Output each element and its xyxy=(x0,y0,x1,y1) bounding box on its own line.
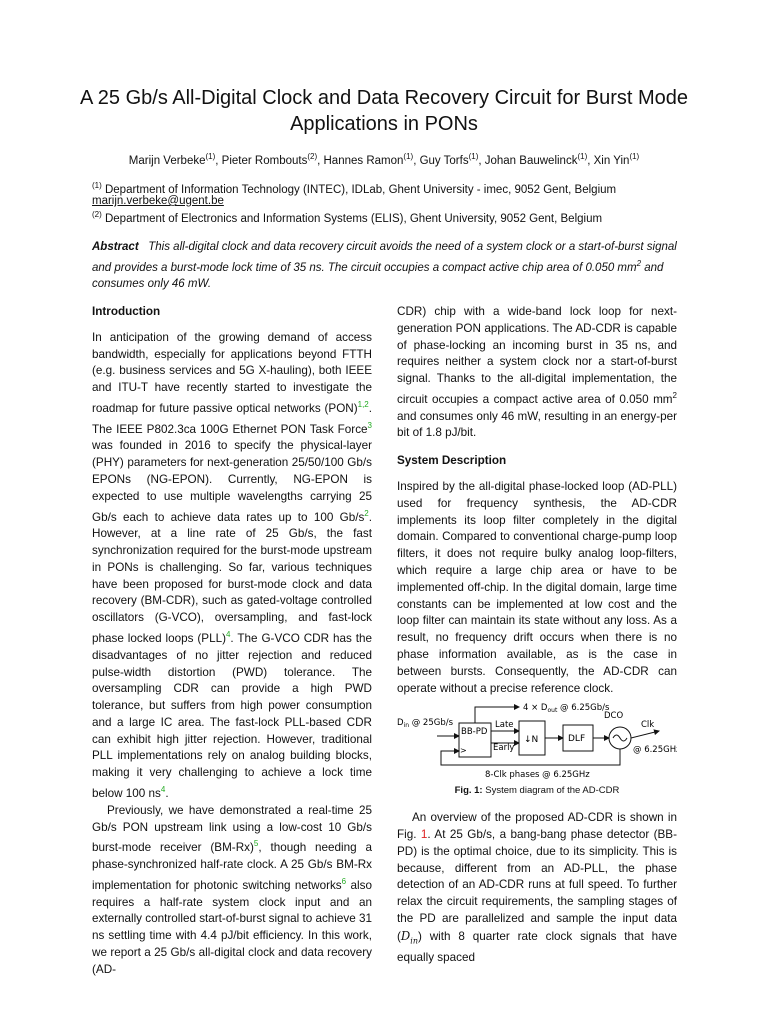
clock-label: Clk xyxy=(641,720,655,731)
text-run: , though needing a phase-synchronized half-rate clock. A 25 Gb/s BM-Rx implementation for photonic switching networks xyxy=(92,841,372,892)
math-d: D xyxy=(400,928,411,943)
affiliation-text: Department of Electronics and Information Systems (ELIS), Ghent University, 9052 Gent, Belgium xyxy=(104,212,603,225)
section-heading-introduction: Introduction xyxy=(92,305,161,318)
clock-input-symbol: > xyxy=(460,746,467,756)
citation[interactable]: 2 xyxy=(364,508,369,518)
system-diagram xyxy=(397,701,677,781)
author-mark: (1) xyxy=(205,152,216,161)
author: Pieter Rombouts xyxy=(221,154,308,167)
late-label: Late xyxy=(495,720,514,731)
intro-paragraph-2 xyxy=(92,803,372,979)
email-link[interactable]: marijn.verbeke@ugent.be xyxy=(92,195,224,207)
text-run: also requires a half-rate system clock input and an externally controlled start-of-burst signal to achieve 31 ns settling time with 4.4 pJ/bit efficiency. In this work, we report a 25 Gb/s all-digital clock and data recovery (AD- xyxy=(92,878,372,976)
text-run: . The IEEE P802.3ca 100G Ethernet PON Task Force xyxy=(92,401,372,436)
text-run: ) with 8 quarter rate clock signals that have equally spaced xyxy=(397,929,677,964)
clock-rate-label: @ 6.25GHz xyxy=(633,745,677,756)
author-mark: (1) xyxy=(629,152,640,161)
text-run: and consumes only 46 mW, resulting in an energy-per bit of 1.8 pJ/bit. xyxy=(397,409,677,440)
clock-phases-label: 8-Clk phases @ 6.25GHz xyxy=(485,770,590,781)
author-mark: (1) xyxy=(468,152,479,161)
author-list: Marijn Verbeke$^{(1)}$, Pieter Rombouts$^{(2)}$, Hannes Ramon$^{(1)}$, Guy Torfs$^{(1)}$, Johan Bauwelinck$^{(1)}$, Xin Yin$^{(1)}$ xyxy=(128,152,640,167)
text-run: . xyxy=(165,786,169,800)
citation[interactable]: 3 xyxy=(367,420,372,430)
figure-1-diagram xyxy=(397,701,677,781)
affiliation-mark: (2) xyxy=(92,210,102,219)
author: Marijn Verbeke xyxy=(128,154,206,167)
author: Hannes Ramon xyxy=(323,154,404,167)
clock-output-arrow xyxy=(631,731,659,738)
math-subscript: in xyxy=(410,936,418,946)
dlf-label: DLF xyxy=(568,734,586,745)
abstract-label: Abstract xyxy=(92,241,139,253)
intro-paragraph-1 xyxy=(92,330,372,803)
figure-caption xyxy=(397,783,677,800)
abstract-sup: 2 xyxy=(636,258,642,268)
bbpd-label: BB-PD xyxy=(461,727,488,738)
cdr-paragraph xyxy=(397,304,677,442)
text-run: . At 25 Gb/s, a bang-bang phase detector (BB-PD) is the optimal choice, due to its simplicity. This is because, different from an AD-PLL, the phase detection of an AD-CDR runs at full speed. To further relax the circuit requirements, the sampling stages of the PD are parallelized and sample the input data ( xyxy=(397,828,677,943)
text-run: . However, at a line rate of 25 Gb/s, the fast synchronization required for the burst-mode upstream in PONs is challenging. So far, various techniques have been proposed for burst-mode clock and data recovery (BM-CDR), such as gated-voltage controlled oscillators (G-VCO), oversampling, and fast-lock phase locked loops (PLL) xyxy=(92,510,372,645)
text-run: An overview of the proposed AD-CDR is shown in Fig. xyxy=(397,811,677,842)
author: Xin Yin xyxy=(593,154,630,167)
text-run: In anticipation of the growing demand of access bandwidth, especially for applications beyond FTTH (e.g. business services and 5G X-hauling), both IEEE and ITU-T have recently started to investigate the roadmap for future passive optical networks (PON) xyxy=(92,330,372,415)
author: Johan Bauwelinck xyxy=(484,154,578,167)
affiliation-text: Department of Information Technology (INTEC), IDLab, Ghent University - imec, 9052 Gent, Belgium xyxy=(104,183,617,196)
citation[interactable]: 5 xyxy=(253,839,259,849)
author-mark: (1) xyxy=(403,152,414,161)
citation[interactable]: 4 xyxy=(160,785,166,795)
citation[interactable]: 4 xyxy=(225,630,231,640)
figure-label: Fig. 1: xyxy=(454,785,483,797)
right-column xyxy=(397,304,677,967)
input-data-label: $D_{in}$ @ 25Gb/s xyxy=(397,718,454,730)
affiliation-mark: (1) xyxy=(92,181,102,190)
left-column xyxy=(92,304,372,979)
text-run: CDR) chip with a wide-band lock loop for next-generation PON applications. The AD-CDR is capable of phase-locking an incoming burst in 35 ns, and requires neither a system clock nor a start-of-burst signal. Thanks to the all-digital implementation, the circuit occupies a compact active area of 0.050 mm xyxy=(397,305,677,406)
superscript: 2 xyxy=(672,390,677,400)
contact-email[interactable] xyxy=(92,194,692,208)
citation[interactable]: 1,2 xyxy=(357,399,369,409)
affiliation-2 xyxy=(92,208,692,226)
citation[interactable]: 6 xyxy=(341,876,347,886)
decimator-label: ↓N xyxy=(524,735,539,746)
system-paragraph-1: Inspired by the all-digital phase-locked loop (AD-PLL) used for frequency synthesis, the AD-CDR implements its loop filter completely in the digital domain. Compared to conventional charge-pump loop filters, it does not require bulky analog loop-filters, which require a large chip area or have to be implemented off-chip. In the digital domain, large time constants can be implemented at low cost and the loop filter can maintain its state without any loss. As a result, no frequency drift occurs when there is no phase information available, as is the case in between bursts. Consequently, the AD-CDR can operate without a precise reference clock. xyxy=(397,480,677,695)
section-heading-system: System Description xyxy=(397,454,507,468)
figure-reference[interactable]: 1 xyxy=(420,828,428,842)
text-run: was founded in 2016 to specify the physical-layer (PHY) parameters for next-generation 25/50/100 Gb/s EPONs (NG-EPON). Currently, NG-EPON is expected to use multiple wavelengths carrying 25 Gb/s each to achieve data rates up to 100 Gb/s xyxy=(92,439,372,524)
abstract-text: This all-digital clock and data recovery circuit avoids the need of a system clock or a start-of-burst signal and provides a burst-mode lock time of 35 ns. The circuit occupies a compact active chip area of 0.050 mm xyxy=(92,241,677,274)
paper-title: A 25 Gb/s All-Digital Clock and Data Recovery Circuit for Burst Mode Applications in PONs xyxy=(79,87,689,135)
math-symbol xyxy=(400,928,418,946)
abstract-text-end: and consumes only 46 mW. xyxy=(92,261,664,290)
early-label: Early xyxy=(493,743,515,754)
system-paragraph-2 xyxy=(397,810,677,967)
author-mark: (1) xyxy=(577,152,588,161)
text-run: . The G-VCO CDR has the disadvantages of no jitter rejection and reduced pulse-width distortion (PWD) tolerance. The oversampling CDR can provide a high PWD tolerance, but suffers from high power consumption and a large IC area. The fast-lock PLL-based CDR can exhibit high jitter rejection. However, traditional PLL implementations rely on analog building blocks, making it very challenging to achieve a lock time below 100 ns xyxy=(92,631,373,800)
output-data-label: $4 \times D_{out}$ @ 6.25Gb/s xyxy=(523,703,610,715)
abstract xyxy=(92,239,678,292)
text-run: Previously, we have demonstrated a real-time 25 Gb/s PON upstream link using a low-cost 10 Gb/s burst-mode receiver (BM-Rx) xyxy=(92,803,372,855)
author: Guy Torfs xyxy=(419,154,469,167)
author-mark: (2) xyxy=(307,152,318,161)
figure-caption-text: System diagram of the AD-CDR xyxy=(482,785,620,797)
dco-label: DCO xyxy=(604,711,624,722)
